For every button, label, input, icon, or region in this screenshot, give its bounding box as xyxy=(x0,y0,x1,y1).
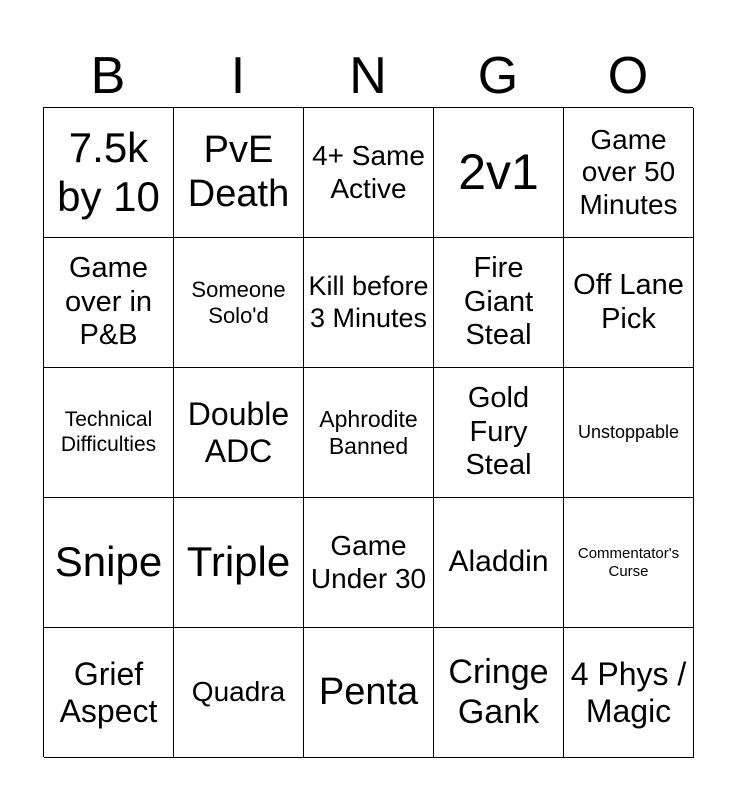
bingo-cell[interactable] xyxy=(44,628,174,758)
cell-label: Off Lane Pick xyxy=(573,269,684,335)
cell-label: Game Under 30 xyxy=(310,530,427,594)
cell-label: 7.5k by 10 xyxy=(57,124,160,220)
bingo-board xyxy=(43,107,693,757)
cell-label: Double ADC xyxy=(187,395,290,469)
cell-label: PvE Death xyxy=(187,128,290,215)
cell-label: Cringe Gank xyxy=(448,653,549,731)
bingo-cell[interactable] xyxy=(174,238,304,368)
cell-label: Grief Aspect xyxy=(59,655,158,729)
bingo-cell[interactable] xyxy=(304,238,434,368)
bingo-header xyxy=(43,47,693,105)
bingo-cell[interactable] xyxy=(174,628,304,758)
bingo-cell[interactable] xyxy=(304,498,434,628)
cell-label: Commentator's Curse xyxy=(577,545,680,580)
bingo-cell[interactable] xyxy=(564,498,694,628)
bingo-cell[interactable] xyxy=(304,108,434,238)
header-letter-n: N xyxy=(349,47,387,105)
cell-label: 2v1 xyxy=(458,143,539,200)
bingo-cell[interactable] xyxy=(564,628,694,758)
bingo-cell[interactable] xyxy=(434,238,564,368)
cell-label: 4 Phys / Magic xyxy=(570,655,687,729)
bingo-cell[interactable] xyxy=(174,108,304,238)
cell-label: Aladdin xyxy=(448,545,549,579)
cell-label: Aphrodite Banned xyxy=(319,406,418,459)
bingo-cell[interactable] xyxy=(434,368,564,498)
header-letter-i: I xyxy=(230,47,246,105)
cell-label: Game over in P&B xyxy=(64,252,153,352)
bingo-cell[interactable] xyxy=(304,368,434,498)
cell-label: Gold Fury Steal xyxy=(465,382,532,482)
cell-label: 4+ Same Active xyxy=(312,140,425,204)
cell-label: Triple xyxy=(186,538,291,586)
bingo-cell[interactable] xyxy=(174,498,304,628)
cell-label: Unstoppable xyxy=(577,422,680,443)
bingo-cell[interactable] xyxy=(304,628,434,758)
cell-label: Game over 50 Minutes xyxy=(579,124,678,220)
bingo-cell[interactable] xyxy=(434,628,564,758)
bingo-cell[interactable] xyxy=(44,498,174,628)
header-letter-g: G xyxy=(477,47,519,105)
header-letter-b: B xyxy=(90,47,126,105)
cell-label: Penta xyxy=(318,670,419,713)
header-letter-o: O xyxy=(607,47,649,105)
bingo-cell[interactable] xyxy=(434,108,564,238)
bingo-cell[interactable] xyxy=(174,368,304,498)
bingo-cell[interactable] xyxy=(44,108,174,238)
bingo-cell[interactable] xyxy=(44,368,174,498)
cell-label: Fire Giant Steal xyxy=(463,252,534,352)
cell-label: Kill before 3 Minutes xyxy=(308,271,429,333)
cell-label: Snipe xyxy=(54,538,163,586)
cell-label: Technical Difficulties xyxy=(60,408,157,456)
cell-label: Quadra xyxy=(191,676,286,708)
bingo-cell[interactable] xyxy=(44,238,174,368)
cell-label: Someone Solo'd xyxy=(191,277,286,328)
bingo-cell[interactable] xyxy=(564,238,694,368)
bingo-cell[interactable] xyxy=(564,368,694,498)
bingo-cell[interactable] xyxy=(434,498,564,628)
bingo-cell[interactable] xyxy=(564,108,694,238)
